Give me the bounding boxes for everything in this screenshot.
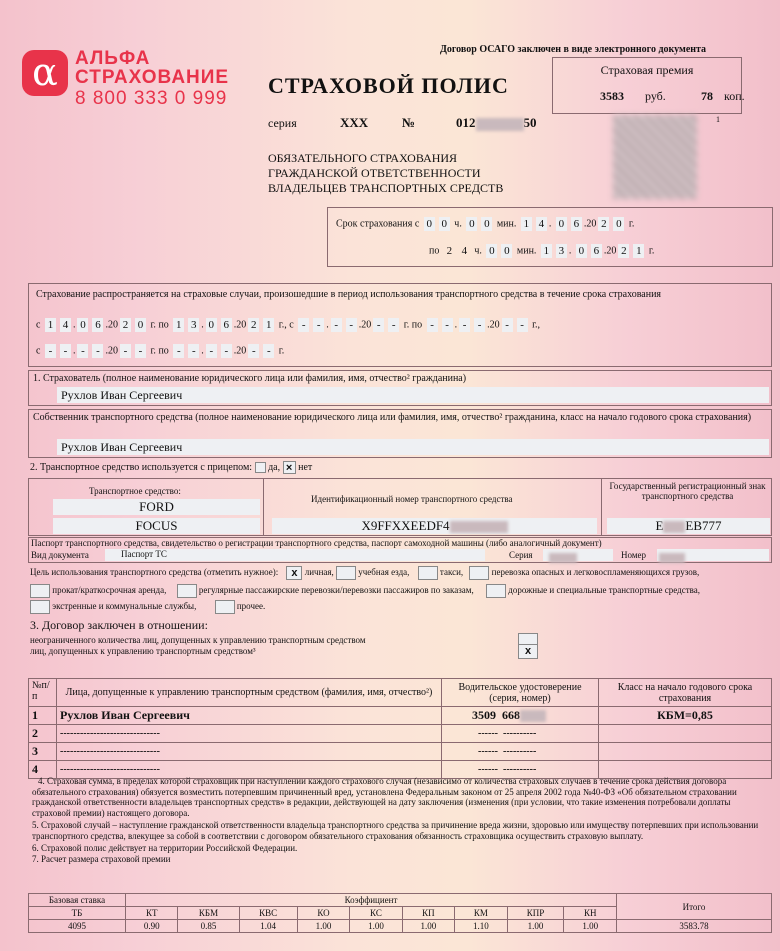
doc-series-label: Серия <box>509 550 533 560</box>
doc-label: Паспорт транспортного средства, свидетельство о регистрации транспортного средства, паспорт самоходной машины (либо аналогичный документ) <box>31 538 602 548</box>
row-num: 3 <box>29 743 57 761</box>
note-7: 7. Расчет размера страховой премии <box>32 853 171 864</box>
empty-digit: - <box>77 344 88 358</box>
insurer-value: Рухлов Иван Сергеевич <box>57 387 769 403</box>
purpose-row1 <box>30 566 699 580</box>
series-label: серия <box>268 116 297 130</box>
digit: 0 <box>481 217 492 231</box>
empty-digit: - <box>60 344 71 358</box>
val-kp: 1.00 <box>402 920 454 933</box>
digit: 0 <box>466 217 477 231</box>
header-class: Класс на начало годового срока страхования <box>599 679 772 707</box>
doc-number-label: Номер <box>621 550 647 560</box>
purpose-emergency-checkbox[interactable] <box>30 600 50 614</box>
digit: 1 <box>541 244 552 258</box>
vin-text: X9FFXXEEDF4 <box>361 518 450 533</box>
term-label: Срок страхования с <box>336 218 420 230</box>
empty-digit: - <box>313 318 324 332</box>
digit: 0 <box>77 318 88 332</box>
purpose-item: прочее. <box>236 601 266 612</box>
empty-digit: - <box>517 318 528 332</box>
subtitle-line: ГРАЖДАНСКОЙ ОТВЕТСТВЕННОСТИ <box>268 166 481 180</box>
trailer-no-label: нет <box>298 461 313 473</box>
premium-rub: 3583 <box>600 89 624 103</box>
digit: 0 <box>206 318 217 332</box>
alfa-logo-icon: α <box>22 50 68 96</box>
period-row1: с 1 4 . 0 6 .20 2 0 г. по 1 3 . 0 6 .20 2 1 г., с - - . - - .20 - - г. по - - . - - .20 - - г., <box>36 319 541 331</box>
rate-table <box>28 893 772 933</box>
digit: 0 <box>439 217 450 231</box>
trailer-row <box>30 461 312 474</box>
col-kp: КП <box>402 907 454 920</box>
col-kvs: КВС <box>239 907 297 920</box>
digit: 1 <box>263 318 274 332</box>
owner-box <box>28 409 772 458</box>
min-unit: мин. <box>496 218 517 230</box>
vin-redacted <box>450 521 508 533</box>
purpose-item: регулярные пассажирские перевозки/перевозки пассажиров по заказам, <box>198 585 474 596</box>
empty-digit: - <box>298 318 309 332</box>
empty-digit: - <box>502 318 513 332</box>
license-number: 668 <box>502 708 520 722</box>
period-row2: с - - . - - .20 - - г. по - - . - - .20 - - г. <box>36 345 285 357</box>
base-label: Базовая ставка <box>29 894 126 907</box>
vehicle-model: FOCUS <box>53 518 260 534</box>
drivers-header <box>29 679 772 707</box>
row-class: КБМ=0,85 <box>599 707 772 725</box>
term-box <box>327 207 773 267</box>
val-tb: 4095 <box>29 920 126 933</box>
vin-label: Идентификационный номер транспортного средства <box>311 494 513 504</box>
vehicle-box <box>28 478 772 536</box>
empty-digit: - <box>427 318 438 332</box>
empty-digit: - <box>388 318 399 332</box>
year-unit: г. <box>278 345 285 357</box>
year-unit: г. <box>403 319 410 331</box>
series-value: ХХХ <box>340 115 369 130</box>
col-kn: КН <box>564 907 617 920</box>
year-prefix: .20 <box>583 218 597 230</box>
period-box <box>28 283 772 367</box>
empty-digit: - <box>206 344 217 358</box>
note-4: 4. Страховая сумма, в пределах которой страховщик при наступлении каждого страхового случая (независимо от количества страховых случаев в течение срока действия договора обязательного страхования) обязуется возместить потерпевшим причиненный вред, установлена Федеральным законом от 25 апреля 2002 года №40-ФЗ «Об обязательном страховании гражданской ответственности владельцев транспортных средств» в редакции, действующей на дату заключения (изменения (при условии, что такие изменения потребовали доплаты страховой премии) настоящего договора. <box>32 776 737 818</box>
empty-digit: - <box>135 344 146 358</box>
empty-digit: - <box>346 318 357 332</box>
year-prefix: .20 <box>487 319 500 331</box>
year-prefix: .20 <box>603 245 617 257</box>
digit: 2 <box>248 318 259 332</box>
to-label: по <box>158 319 169 331</box>
digit: 4 <box>461 245 468 257</box>
table-row <box>29 707 772 725</box>
row-license <box>442 725 599 743</box>
purpose-item: дорожные и специальные транспортные средства, <box>508 585 701 596</box>
plate-label: Государственный регистрационный знак транспортного средства <box>609 481 766 501</box>
col-ko: КО <box>297 907 349 920</box>
doc-number-value <box>657 549 769 561</box>
digit: 1 <box>45 318 56 332</box>
col-kpr: КПР <box>507 907 564 920</box>
document-box <box>28 537 772 563</box>
year-prefix: .20 <box>233 319 247 331</box>
val-ks: 1.00 <box>350 920 402 933</box>
dot: . <box>201 319 204 331</box>
val-kt: 0.90 <box>126 920 178 933</box>
empty-digit: - <box>92 344 103 358</box>
contract-opt2: лиц, допущенных к управлению транспортным средством³ <box>30 646 256 656</box>
license-series: ------ <box>478 764 498 775</box>
row-name: Рухлов Иван Сергеевич <box>57 707 442 725</box>
table-row <box>29 725 772 743</box>
digit: 1 <box>521 217 532 231</box>
owner-value: Рухлов Иван Сергеевич <box>57 439 769 455</box>
digit: 1 <box>173 318 184 332</box>
total-label: Итого <box>617 894 772 920</box>
empty-digit: - <box>373 318 384 332</box>
number-start: 012 <box>456 115 476 130</box>
row-name: ------------------------------ <box>57 743 442 761</box>
year-prefix: .20 <box>358 319 372 331</box>
premium-kop-unit: коп. <box>724 89 745 103</box>
note-5: 5. Страховой случай – наступление гражданской ответственности владельца транспортного средства за причинение вреда жизни, здоровью или имуществу потерпевших при использовании транспортного средства, влекущее за собой в соответствии с договором обязательного страхования обязанность страховщика осуществить страховую выплату. <box>32 820 759 841</box>
row-num: 2 <box>29 725 57 743</box>
val-km: 1.10 <box>455 920 507 933</box>
digit: 0 <box>613 217 624 231</box>
to-label: по <box>411 319 423 331</box>
purpose-item: учебная езда, <box>358 567 410 578</box>
digit: 6 <box>221 318 232 332</box>
table-row <box>29 743 772 761</box>
policy-number <box>456 115 537 131</box>
col-ks: КС <box>350 907 402 920</box>
notes <box>32 776 768 864</box>
digit: 6 <box>591 244 602 258</box>
purpose-road-checkbox[interactable] <box>486 584 506 598</box>
purpose-item: личная, <box>304 567 334 578</box>
coef-label: Коэффициент <box>126 894 617 907</box>
license-number: ---------- <box>502 746 537 757</box>
year-unit: г. <box>648 245 655 257</box>
digit: 4 <box>536 217 547 231</box>
empty-digit: - <box>248 344 259 358</box>
digit: 0 <box>424 217 435 231</box>
purpose-other-checkbox[interactable] <box>215 600 235 614</box>
qr-code-image <box>613 115 697 199</box>
digit: 2 <box>120 318 131 332</box>
rate-values <box>29 920 772 933</box>
row-name: ------------------------------ <box>57 725 442 743</box>
premium-box <box>552 57 745 114</box>
header-license: Водительское удостоверение (серия, номер) <box>442 679 599 707</box>
val-ko: 1.00 <box>297 920 349 933</box>
doc-number-redacted <box>659 553 685 563</box>
empty-digit: - <box>442 318 453 332</box>
contract-limited-checkbox[interactable]: x <box>518 644 538 659</box>
rate-header-top <box>29 894 772 907</box>
col-kt: КТ <box>126 907 178 920</box>
dot: . <box>72 319 76 331</box>
note-6: 6. Страховой полис действует на территории Российской Федерации. <box>32 843 298 853</box>
digit: 2 <box>618 244 629 258</box>
contract-title: 3. Договор заключен в отношении: <box>30 618 208 632</box>
premium-label: Страховая премия <box>600 63 694 77</box>
license-series: ------ <box>478 746 498 757</box>
hour-unit: ч. <box>454 218 462 230</box>
digit: 2 <box>598 217 609 231</box>
digit: 0 <box>556 217 567 231</box>
purpose-item: перевозка опасных и легковоспламеняющихся грузов, <box>491 567 700 578</box>
from-label: с <box>36 345 41 357</box>
year-prefix: .20 <box>105 319 118 331</box>
number-end: 50 <box>523 115 537 130</box>
plate-end: EB777 <box>685 518 722 533</box>
subtitle-line: ВЛАДЕЛЬЦЕВ ТРАНСПОРТНЫХ СРЕДСТВ <box>268 181 504 195</box>
year-unit: г. <box>150 319 156 331</box>
doc-type-value: Паспорт ТС <box>105 549 485 561</box>
year-unit: г., <box>278 319 287 331</box>
electronic-note: Договор ОСАГО заключен в виде электронного документа <box>440 44 707 55</box>
purpose-row3 <box>30 600 265 614</box>
val-kn: 1.00 <box>564 920 617 933</box>
policy-title: СТРАХОВОЙ ПОЛИС <box>268 73 509 98</box>
year-unit: г. <box>150 345 156 357</box>
term-to-label: по <box>429 245 440 257</box>
vin-value <box>272 518 597 534</box>
val-total: 3583.78 <box>617 920 772 933</box>
plate-redacted <box>663 521 685 533</box>
license-series: ------ <box>478 728 498 739</box>
drivers-table <box>28 678 772 779</box>
year-unit: г., <box>532 319 541 331</box>
qr-mark: 1 <box>716 115 720 124</box>
header-num: №п/п <box>29 679 57 707</box>
purpose-regular-checkbox[interactable] <box>177 584 197 598</box>
insurer-box <box>28 370 772 406</box>
row-class <box>599 725 772 743</box>
insurer-label: 1. Страхователь (полное наименование юридического лица или фамилия, имя, отчество² гражданина) <box>33 373 467 384</box>
subtitle-line: ОБЯЗАТЕЛЬНОГО СТРАХОВАНИЯ <box>268 151 458 165</box>
row-license <box>442 707 599 725</box>
term-row-from: Срок страхования с 0 0 ч. 0 0 мин. 1 4 . 0 6 .20 2 0 г. <box>336 218 635 230</box>
purpose-dangerous-checkbox[interactable] <box>469 566 489 580</box>
empty-digit: - <box>459 318 470 332</box>
vehicle-make: FORD <box>53 499 260 515</box>
purpose-taxi-checkbox[interactable] <box>418 566 438 580</box>
digit: 4 <box>60 318 71 332</box>
empty-digit: - <box>474 318 485 332</box>
owner-label: Собственник транспортного средства (полное наименование юридического лица или фамилия, имя, отчество² гражданина, класс на начало годового срока страхования) <box>33 412 752 423</box>
row-num: 4 <box>29 761 57 779</box>
col-tb: ТБ <box>29 907 126 920</box>
doc-series-redacted <box>549 553 577 563</box>
purpose-row2 <box>30 584 700 598</box>
plate-value <box>607 518 770 534</box>
row-name: ------------------------------ <box>57 761 442 779</box>
digit: 6 <box>571 217 582 231</box>
digit: 0 <box>576 244 587 258</box>
empty-digit: - <box>120 344 131 358</box>
digit: 0 <box>135 318 146 332</box>
vehicle-label: Транспортное средство: <box>89 486 181 496</box>
purpose-rent-checkbox[interactable] <box>30 584 50 598</box>
logo-line1: АЛЬФА <box>75 48 151 69</box>
digit: 0 <box>501 244 512 258</box>
trailer-label: 2. Транспортное средство используется с прицепом: <box>30 461 253 473</box>
row-license <box>442 743 599 761</box>
row-num: 1 <box>29 707 57 725</box>
purpose-learning-checkbox[interactable] <box>336 566 356 580</box>
empty-digit: - <box>331 318 342 332</box>
digit: 0 <box>486 244 497 258</box>
hour-unit: ч. <box>474 245 482 257</box>
contract-opt1: неограниченного количества лиц, допущенных к управлению транспортным средством <box>30 635 366 645</box>
empty-digit: - <box>221 344 232 358</box>
digit: 3 <box>188 318 199 332</box>
col-km: КМ <box>455 907 507 920</box>
license-number: ---------- <box>502 728 537 739</box>
year-unit: г. <box>628 218 635 230</box>
val-kpr: 1.00 <box>507 920 564 933</box>
divider <box>263 479 264 535</box>
doc-type-label: Вид документа <box>31 550 89 560</box>
to-label: по <box>158 345 169 357</box>
min-unit: мин. <box>516 245 537 257</box>
logo-phone: 8 800 333 0 999 <box>75 88 228 109</box>
from-label: с <box>289 319 294 331</box>
empty-digit: - <box>263 344 274 358</box>
period-text: Страхование распространяется на страховые случаи, произошедшие в период использования транспортного средства в течение срока страхования <box>36 289 662 300</box>
license-series: 3509 <box>472 708 496 722</box>
license-redacted <box>520 710 546 722</box>
number-label: № <box>402 115 416 130</box>
purpose-item: экстренные и коммунальные службы, <box>52 601 197 612</box>
empty-digit: - <box>173 344 184 358</box>
subtitle <box>268 151 503 196</box>
premium-kop: 78 <box>701 89 713 103</box>
from-label: с <box>36 319 41 331</box>
year-prefix: .20 <box>105 345 118 357</box>
purpose-item: такси, <box>439 567 464 578</box>
year-prefix: .20 <box>233 345 247 357</box>
number-redacted <box>476 118 524 131</box>
row-class <box>599 743 772 761</box>
purpose-label: Цель использования транспортного средства (отметить нужное): <box>30 567 279 578</box>
digit: 1 <box>633 244 644 258</box>
digit: 2 <box>446 245 453 257</box>
purpose-personal-checkbox[interactable]: x <box>286 566 302 580</box>
trailer-yes-checkbox[interactable] <box>255 462 266 473</box>
digit: 6 <box>92 318 103 332</box>
val-kbm: 0.85 <box>178 920 239 933</box>
doc-series-value <box>543 549 613 561</box>
purpose-item: прокат/краткосрочная аренда, <box>52 585 167 596</box>
divider <box>601 479 602 535</box>
trailer-yes-label: да, <box>268 461 281 473</box>
header-name: Лица, допущенные к управлению транспортным средством (фамилия, имя, отчество²) <box>57 679 442 707</box>
empty-digit: - <box>45 344 56 358</box>
digit: 3 <box>556 244 567 258</box>
col-kbm: КБМ <box>178 907 239 920</box>
premium-rub-unit: руб. <box>645 89 666 103</box>
trailer-no-checkbox[interactable]: × <box>283 461 296 474</box>
license-number: ---------- <box>502 764 537 775</box>
term-row-to: по 2 4 ч. 0 0 мин. 1 3 . 0 6 .20 2 1 г. <box>429 245 655 257</box>
empty-digit: - <box>188 344 199 358</box>
val-kvs: 1.04 <box>239 920 297 933</box>
logo-line2: СТРАХОВАНИЕ <box>75 67 230 88</box>
plate-start: E <box>655 518 664 533</box>
company-logo <box>22 46 237 116</box>
